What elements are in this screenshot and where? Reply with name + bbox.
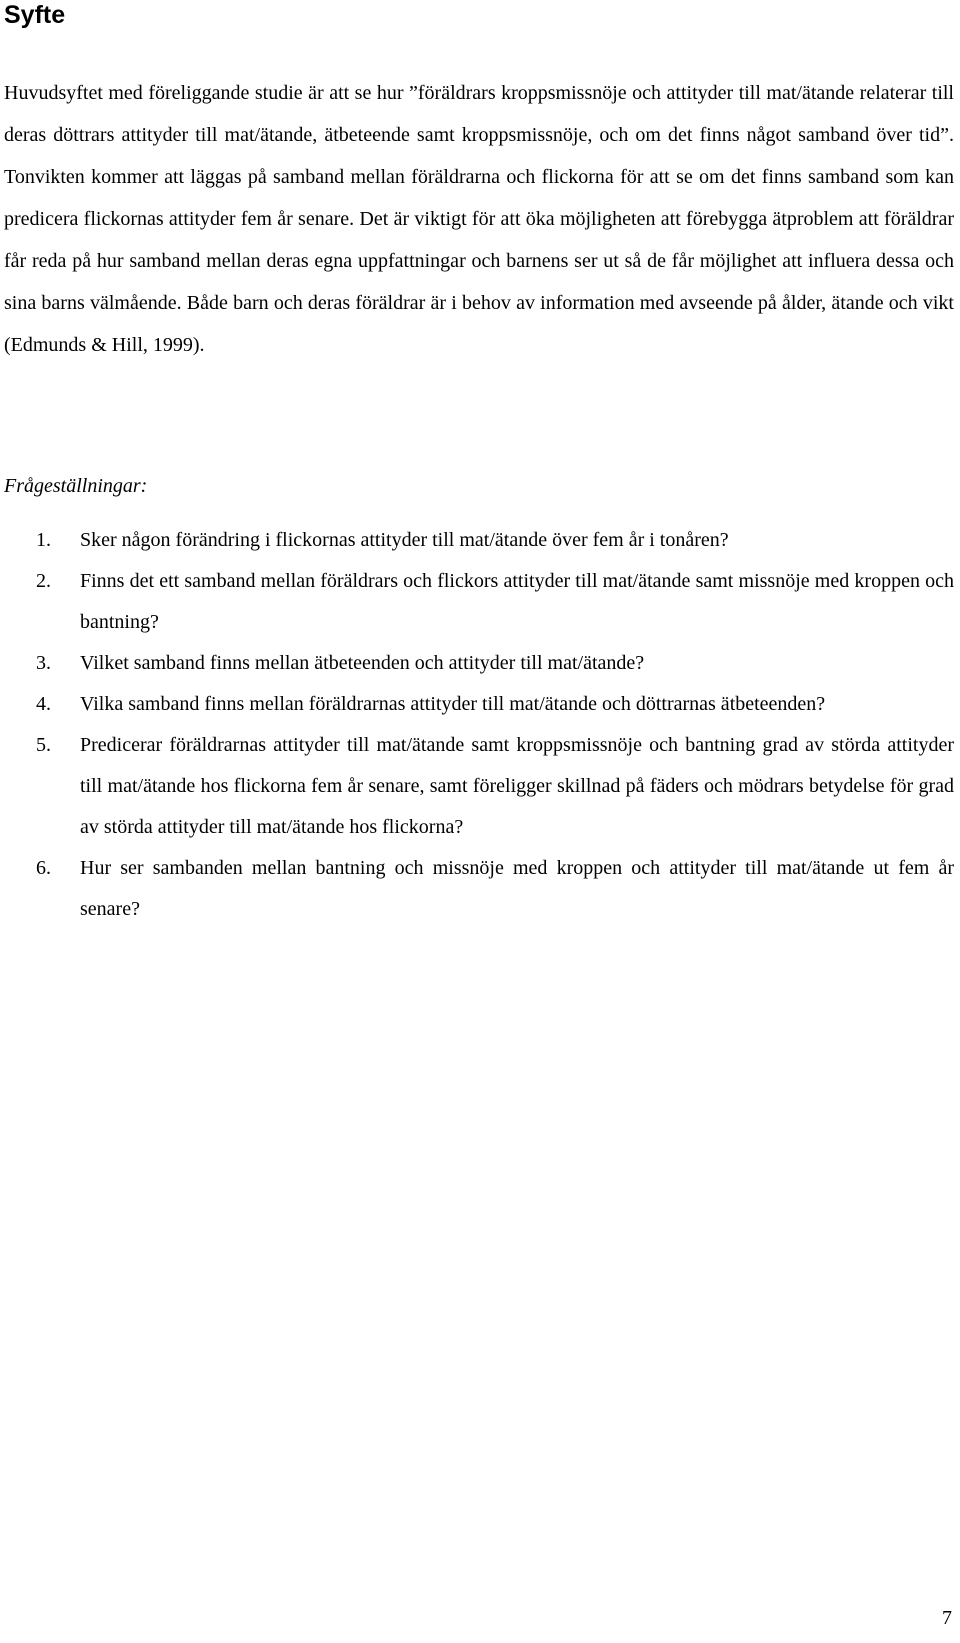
- question-item-2: [4, 561, 954, 643]
- research-questions-list: [4, 520, 954, 930]
- question-text: Finns det ett samband mellan föräldrars och flickors attityder till mat/ätande samt missnöje med kroppen och bantning?: [80, 570, 954, 633]
- question-number: 3.: [36, 652, 51, 674]
- research-questions-heading: Frågeställningar:: [4, 475, 148, 497]
- question-number: 4.: [36, 693, 51, 715]
- question-item-5: [4, 725, 954, 848]
- question-text: Vilka samband finns mellan föräldrarnas attityder till mat/ätande och döttrarnas ätbeteenden?: [80, 693, 826, 715]
- question-item-4: [4, 684, 954, 725]
- question-item-6: [4, 848, 954, 930]
- question-number: 1.: [36, 529, 51, 551]
- question-number: 6.: [36, 857, 51, 879]
- question-item-3: [4, 643, 954, 684]
- purpose-paragraph: Huvudsyftet med föreliggande studie är att se hur ”föräldrars kroppsmissnöje och attityder till mat/ätande relaterar till deras döttrars attityder till mat/ätande, ätbeteende samt kroppsmissnöje, och om det finns något samband över tid”. Tonvikten kommer att läggas på samband mellan föräldrarna och flickorna för att se om det finns samband som kan predicera flickornas attityder fem år senare. Det är viktigt för att öka möjligheten att förebygga ätproblem att föräldrar får reda på hur samband mellan deras egna uppfattningar och barnens ser ut så de får möjlighet att influera dessa och sina barns välmående. Både barn och deras föräldrar är i behov av information med avseende på ålder, ätande och vikt (Edmunds & Hill, 1999).: [4, 82, 954, 356]
- page-number: 7: [942, 1607, 952, 1629]
- question-item-1: [4, 520, 954, 561]
- question-text: Vilket samband finns mellan ätbeteenden och attityder till mat/ätande?: [80, 652, 645, 674]
- question-text: Sker någon förändring i flickornas attityder till mat/ätande över fem år i tonåren?: [80, 529, 729, 551]
- question-number: 5.: [36, 734, 51, 756]
- section-heading: Syfte: [4, 1, 66, 29]
- question-text: Hur ser sambanden mellan bantning och missnöje med kroppen och attityder till mat/ätande ut fem år senare?: [80, 857, 954, 920]
- question-text: Predicerar föräldrarnas attityder till mat/ätande samt kroppsmissnöje och bantning grad av störda attityder till mat/ätande hos flickorna fem år senare, samt föreligger skillnad på fäders och mödrars betydelse för grad av störda attityder till mat/ätande hos flickorna?: [80, 734, 954, 838]
- question-number: 2.: [36, 570, 51, 592]
